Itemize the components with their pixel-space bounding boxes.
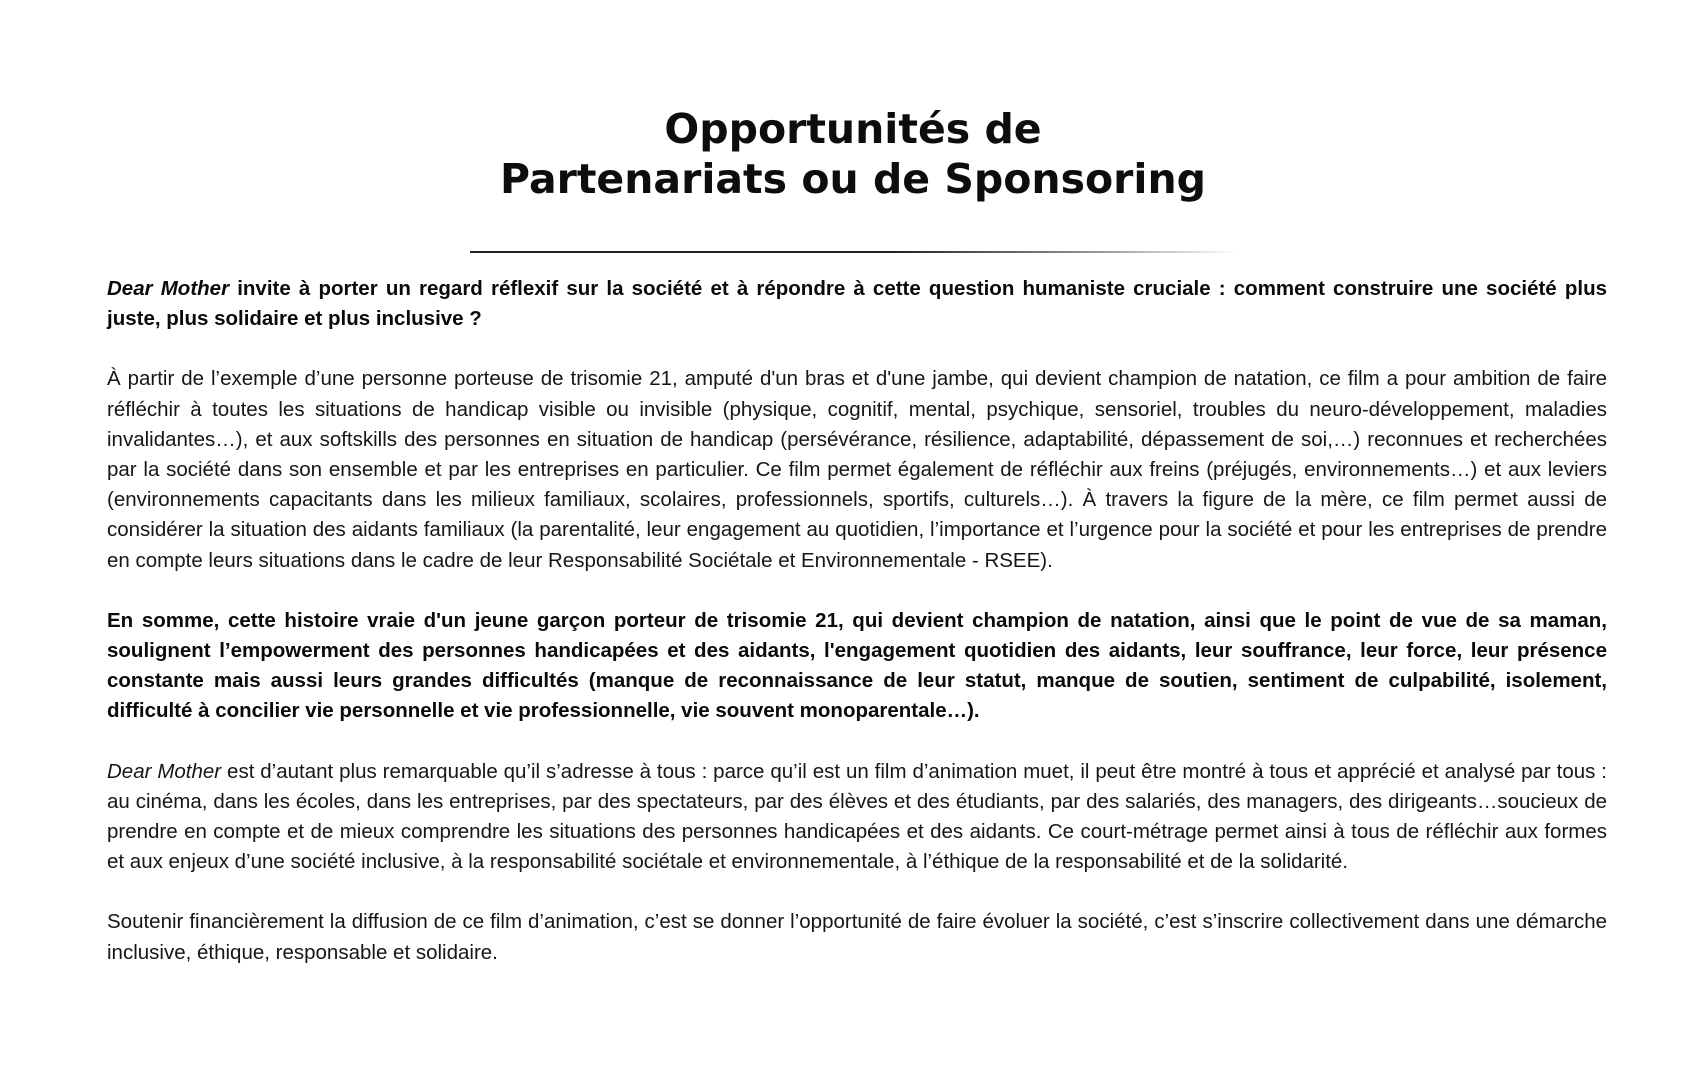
audience-paragraph [107, 757, 1607, 878]
page-title-line-1: Opportunités de [664, 105, 1042, 153]
body-text [107, 274, 1607, 998]
page-title-line-2: Partenariats ou de Sponsoring [500, 155, 1206, 203]
page-title [0, 104, 1706, 204]
support-paragraph: Soutenir financièrement la diffusion de ce film d’animation, c’est se donner l’opportunité de faire évoluer la société, c’est s’inscrire collectivement dans une démarche inclusive, éthique, responsable et solidaire. [107, 910, 1607, 964]
intro-text: invite à porter un regard réflexif sur la société et à répondre à cette question humaniste cruciale : comment construire une société plus juste, plus solidaire et plus inclusive ? [107, 277, 1607, 331]
summary-paragraph: En somme, cette histoire vraie d'un jeune garçon porteur de trisomie 21, qui devient champion de natation, ainsi que le point de vue de sa maman, soulignent l’empowerment des personnes handicapées et des aidants, l'engagement quotidien des aidants, leur souffrance, leur force, leur présence constante mais aussi leurs grandes difficultés (manque de reconnaissance de leur statut, manque de soutien, sentiment de culpabilité, isolement, difficulté à concilier vie personnelle et vie professionnelle, vie souvent monoparentale…). [107, 608, 1607, 723]
film-title: Dear Mother [107, 759, 222, 783]
audience-text: est d’autant plus remarquable qu’il s’adresse à tous : parce qu’il est un film d’animation muet, il peut être montré à tous et apprécié et analysé par tous : au cinéma, dans les écoles, dans les entreprises, par des spectateurs, par des élèves et des étudiants, par des salariés, des managers, des dirigeants…soucieux de prendre en compte et de mieux comprendre les situations des personnes handicapées et des aidants. Ce court-métrage permet ainsi à tous de réfléchir aux formes et aux enjeux d’une société inclusive, à la responsabilité sociétale et environnementale, à l’éthique de la responsabilité et de la solidarité. [107, 759, 1607, 874]
intro-paragraph [107, 274, 1607, 334]
film-title: Dear Mother [107, 277, 230, 300]
description-paragraph: À partir de l’exemple d’une personne porteuse de trisomie 21, amputé d'un bras et d'une jambe, qui devient champion de natation, ce film a pour ambition de faire réfléchir à toutes les situations de handicap visible ou invisible (physique, cognitif, mental, psychique, sensoriel, troubles du neuro-développement, maladies invalidantes…), et aux softskills des personnes en situation de handicap (persévérance, résilience, adaptabilité, dépassement de soi,…) reconnues et recherchées par la société dans son ensemble et par les entreprises en particulier. Ce film permet également de réfléchir aux freins (préjugés, environnements…) et aux leviers (environnements capacitants dans les milieux familiaux, scolaires, professionnels, sportifs, culturels…). À travers la figure de la mère, ce film permet aussi de considérer la situation des aidants familiaux (la parentalité, leur engagement au quotidien, l’importance et l’urgence pour la société et pour les entreprises de prendre en compte leurs situations dans le cadre de leur Responsabilité Sociétale et Environnementale - RSEE). [107, 367, 1607, 572]
title-divider [470, 251, 1240, 253]
